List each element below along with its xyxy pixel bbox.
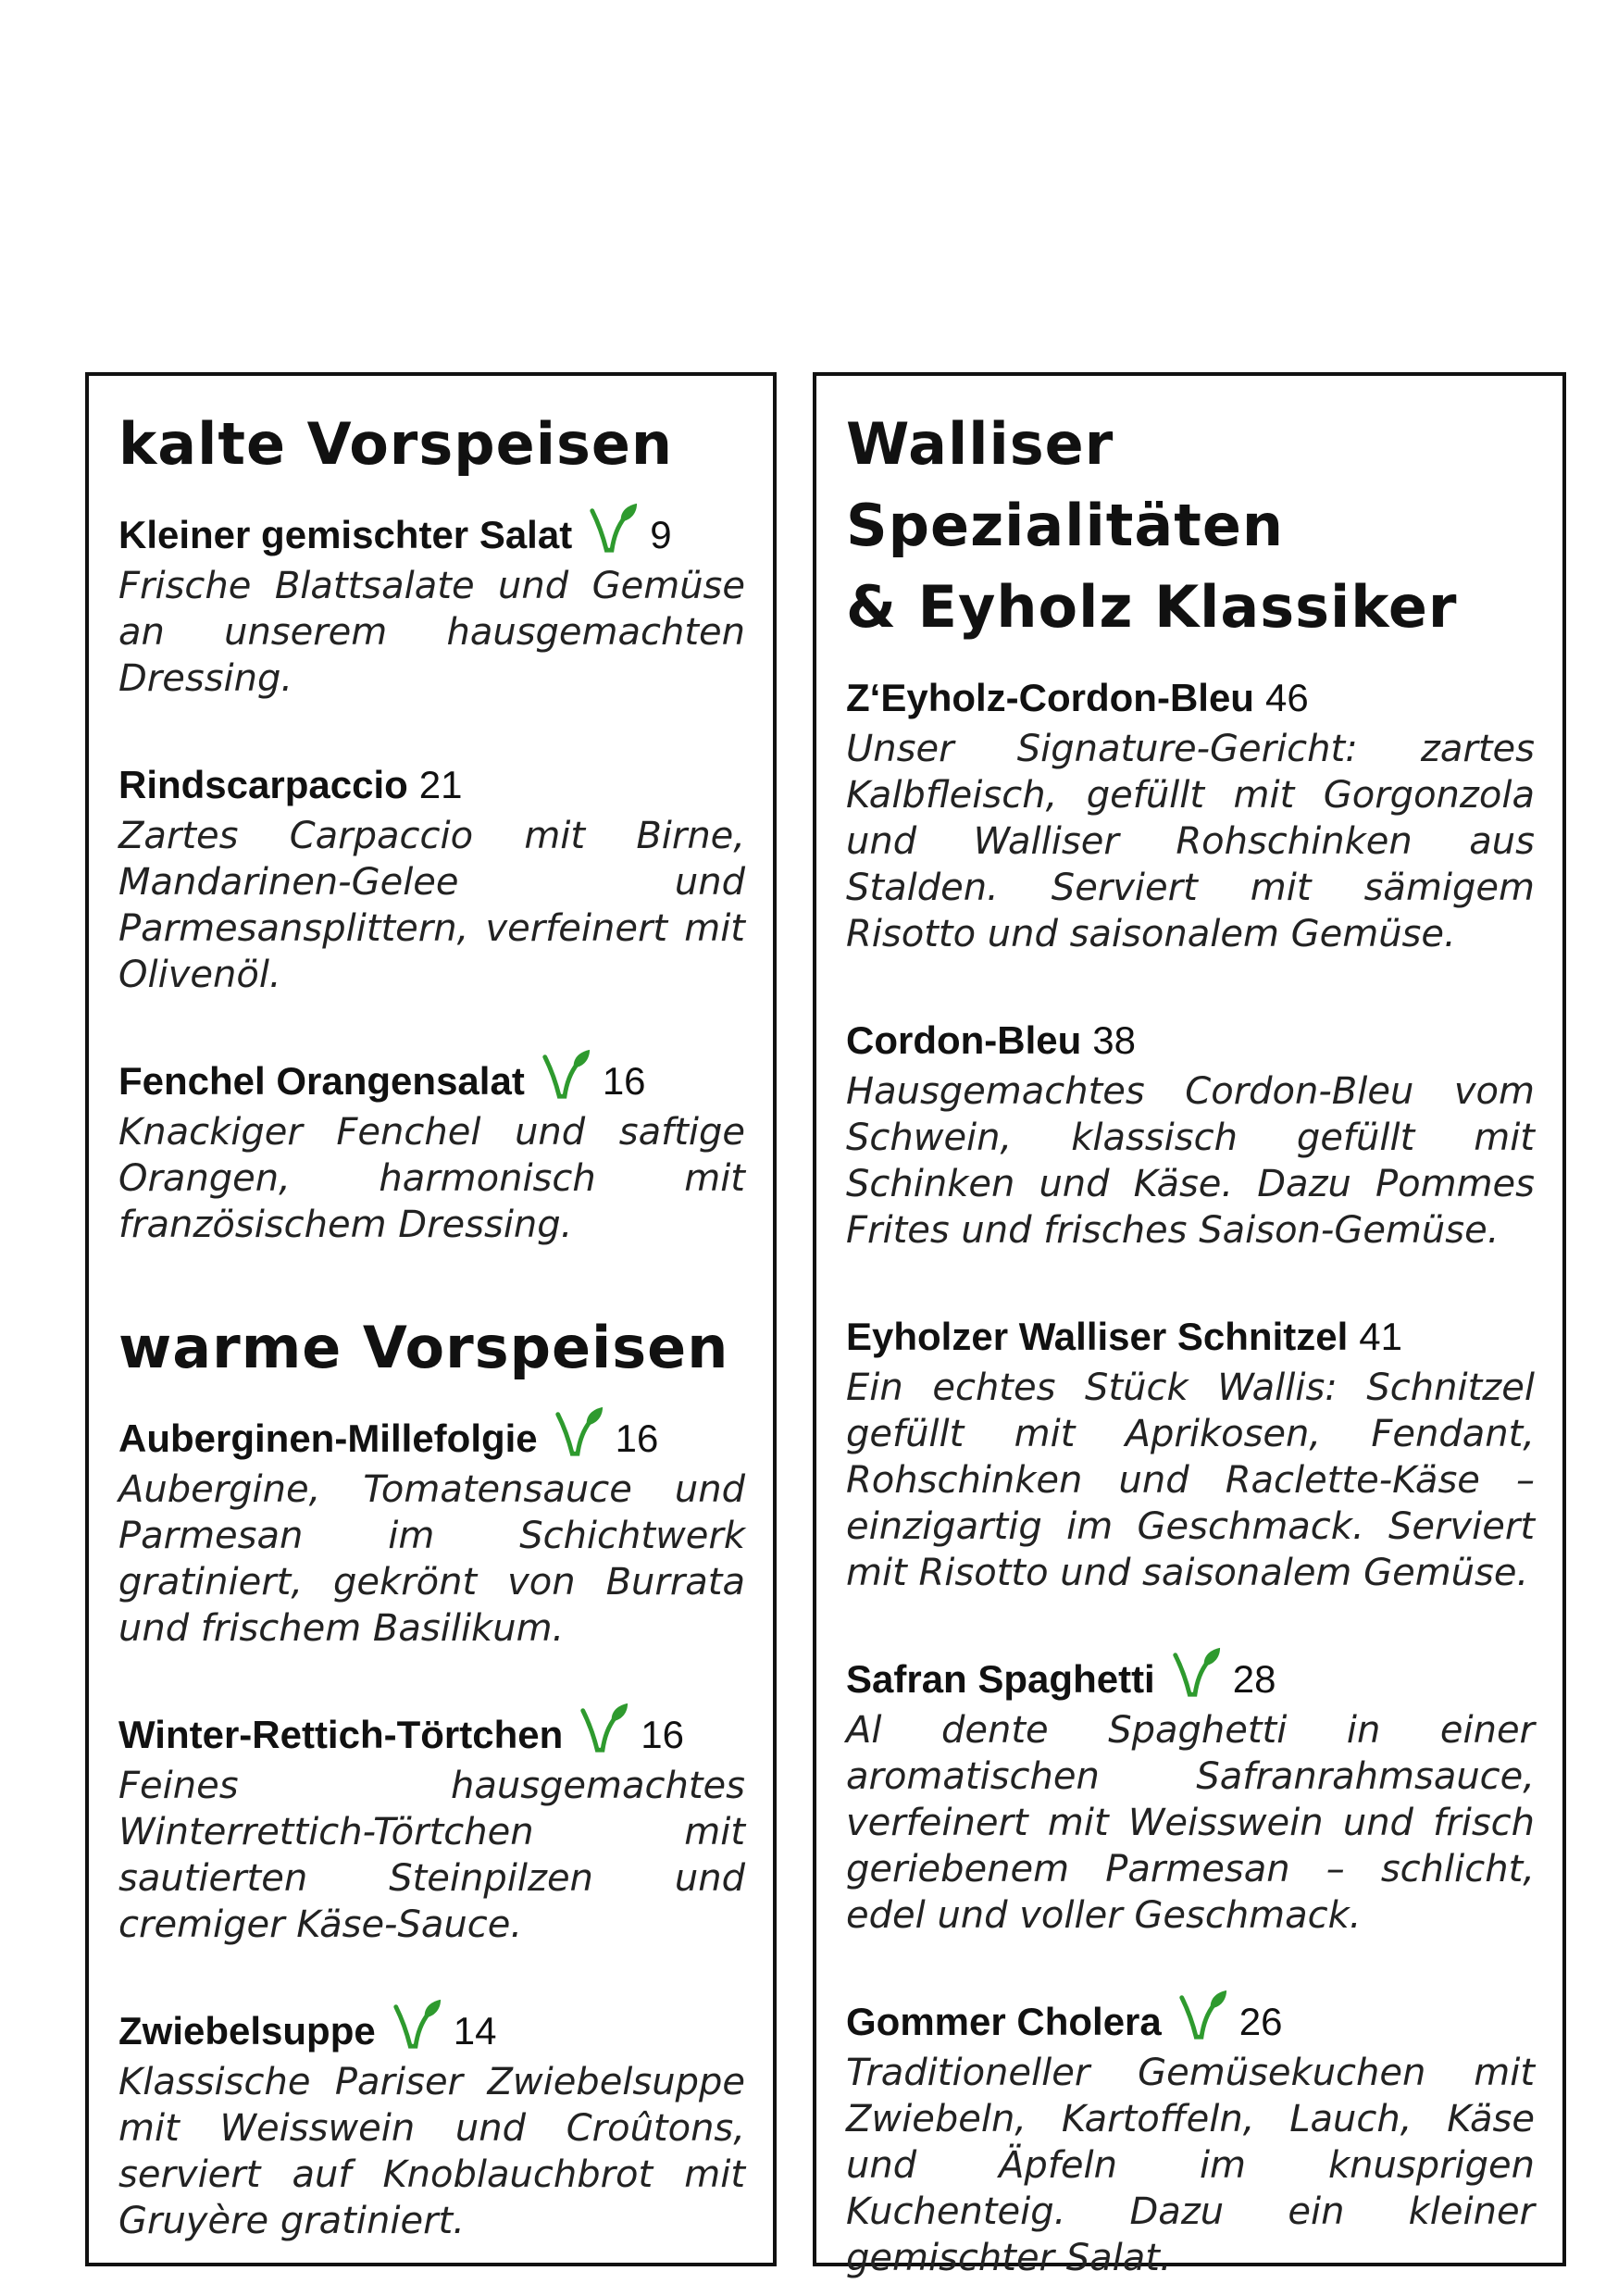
menu-item-description: Klassische Pariser Zwiebelsuppe mit Weisswein und Croûtons, serviert auf Knoblauchbrot mit Gruyère gratiniert.: [118, 2061, 745, 2242]
menu-item: [846, 668, 1535, 957]
starters-box: [85, 372, 777, 2266]
menu-item-name: Winter-Rettich-Törtchen: [118, 1713, 564, 1756]
menu-item-description: Feines hausgemachtes Winterrettich-Törtchen mit sautierten Steinpilzen und cremiger Käse-Sauce.: [118, 1765, 745, 1946]
menu-item-price: 28: [1232, 1657, 1276, 1701]
menu-item: [118, 1705, 745, 1948]
menu-item-header: [846, 1307, 1535, 1361]
cold-starters-list: [118, 505, 745, 1248]
menu-item: [118, 1409, 745, 1652]
menu-item: [846, 1011, 1535, 1254]
menu-item-header: [846, 1992, 1535, 2046]
menu-item-description: Hausgemachtes Cordon-Bleu vom Schwein, klassisch gefüllt mit Schinken und Käse. Dazu Pommes Frites und frisches Saison-Gemüse.: [846, 1070, 1535, 1252]
warm-starters-heading: warme Vorspeisen: [118, 1314, 729, 1381]
specialties-heading: [846, 404, 1535, 648]
menu-item-header: [118, 2002, 745, 2055]
warm-starters-list: [118, 1409, 745, 2244]
specialties-heading-line2: & Eyholz Klassiker: [846, 573, 1458, 641]
cold-starters-heading: kalte Vorspeisen: [118, 410, 674, 478]
menu-item-name: Rindscarpaccio: [118, 763, 408, 806]
menu-item-header: [846, 1011, 1535, 1065]
menu-item-name: Eyholzer Walliser Schnitzel: [846, 1315, 1349, 1358]
menu-item-description: Aubergine, Tomatensauce und Parmesan im Schichtwerk gratiniert, gekrönt von Burrata und frischem Basilikum.: [118, 1468, 745, 1650]
menu-item-description: Unser Signature-Gericht: zartes Kalbfleisch, gefüllt mit Gorgonzola und Walliser Rohschinken aus Stalden. Serviert mit sämigem Risotto und saisonalem Gemüse.: [846, 728, 1535, 955]
menu-item-header: [118, 505, 745, 559]
menu-item: [846, 1992, 1535, 2281]
menu-item-header: [118, 1052, 745, 1105]
menu-item-name: Kleiner gemischter Salat: [118, 513, 573, 556]
menu-item-price: 16: [602, 1059, 646, 1103]
menu-item: [118, 2002, 745, 2244]
menu-item-price: 38: [1092, 1018, 1137, 1062]
vegetarian-leaf-icon: [1168, 1646, 1222, 1700]
menu-item-price: 26: [1238, 2000, 1283, 2043]
menu-item-name: Fenchel Orangensalat: [118, 1059, 525, 1103]
menu-item-description: Knackiger Fenchel und saftige Orangen, harmonisch mit französischem Dressing.: [118, 1111, 745, 1246]
menu-item-name: Zwiebelsuppe: [118, 2009, 376, 2053]
menu-item-name: Safran Spaghetti: [846, 1657, 1155, 1701]
menu-item-price: 16: [641, 1713, 684, 1756]
menu-item: [846, 1307, 1535, 1596]
menu-item-price: 16: [615, 1416, 659, 1460]
menu-item-header: [118, 1705, 745, 1759]
menu-item-header: [846, 1650, 1535, 1703]
menu-item-name: Z‘Eyholz-Cordon-Bleu: [846, 676, 1254, 719]
menu-item-name: Auberginen-Millefolgie: [118, 1416, 538, 1460]
vegetarian-leaf-icon: [585, 502, 639, 555]
menu-item-name: Gommer Cholera: [846, 2000, 1162, 2043]
menu-item-description: Traditioneller Gemüsekuchen mit Zwiebeln, Kartoffeln, Lauch, Käse und Äpfeln im knusprigen Kuchenteig. Dazu ein kleiner gemischter Salat.: [846, 2052, 1535, 2279]
menu-item-header: [118, 755, 745, 809]
menu-item-header: [118, 1409, 745, 1463]
menu-item-price: 46: [1264, 676, 1309, 719]
vegetarian-leaf-icon: [1175, 1989, 1228, 2042]
menu-item-header: [846, 668, 1535, 722]
menu-item-price: 41: [1359, 1315, 1402, 1358]
specialties-box: [813, 372, 1566, 2279]
vegetarian-leaf-icon: [389, 1998, 442, 2052]
menu-item: [846, 1650, 1535, 1939]
menu-item-price: 21: [418, 763, 463, 806]
menu-item-price: 9: [650, 513, 672, 556]
menu-item: [118, 505, 745, 702]
menu-item-name: Cordon-Bleu: [846, 1018, 1082, 1062]
vegetarian-leaf-icon: [576, 1702, 629, 1755]
vegetarian-leaf-icon: [551, 1405, 604, 1459]
menu-item-description: Al dente Spaghetti in einer aromatischen Safranrahmsauce, verfeinert mit Weisswein und frisch geriebenem Parmesan – schlicht, edel und voller Geschmack.: [846, 1709, 1535, 1937]
menu-item-description: Frische Blattsalate und Gemüse an unserem hausgemachten Dressing.: [118, 565, 745, 700]
vegetarian-leaf-icon: [538, 1048, 591, 1102]
menu-item: [118, 1052, 745, 1248]
specialties-heading-line1: Walliser Spezialitäten: [846, 410, 1285, 559]
menu-item-price: 14: [453, 2009, 497, 2053]
specialties-list: [846, 668, 1535, 2281]
menu-item-description: Zartes Carpaccio mit Birne, Mandarinen-Gelee und Parmesansplittern, verfeinert mit Olivenöl.: [118, 815, 745, 996]
menu-item-description: Ein echtes Stück Wallis: Schnitzel gefüllt mit Aprikosen, Fendant, Rohschinken und Raclette-Käse – einzigartig im Geschmack. Serviert mit Risotto und saisonalem Gemüse.: [846, 1366, 1535, 1594]
menu-item: [118, 755, 745, 998]
